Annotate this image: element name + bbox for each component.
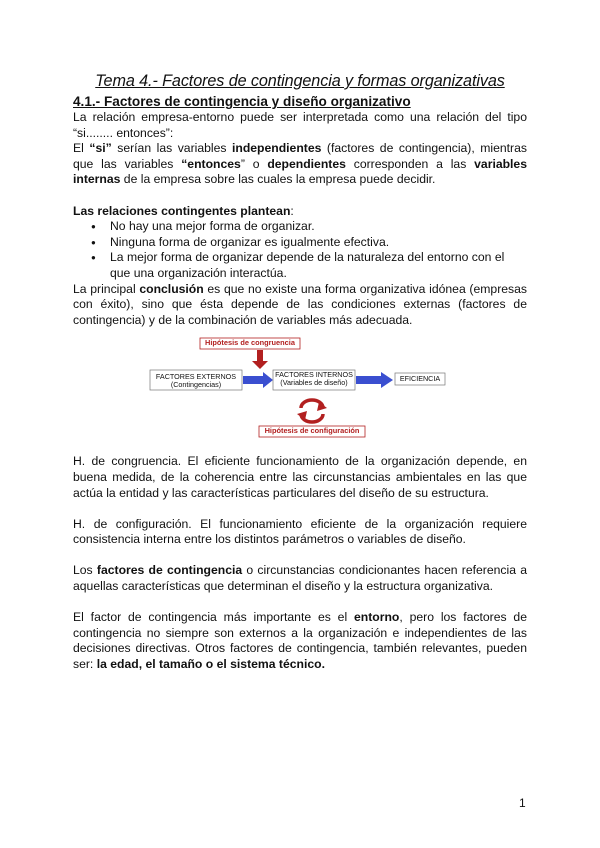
text: ” o [240, 156, 268, 171]
paragraph-environment [73, 610, 527, 672]
bold-text: dependientes [267, 156, 346, 171]
external-factors-line1: FACTORES EXTERNOS [155, 372, 237, 382]
bold-text: independientes [231, 141, 322, 156]
text: : [290, 203, 294, 218]
contingency-diagram [73, 336, 527, 454]
congruence-label: Hipótesis de congruencia [205, 338, 295, 348]
bold-text: “si” [89, 141, 112, 156]
text: El [73, 141, 90, 156]
text: (factores de contingencia), mientras que las variables [73, 141, 527, 171]
text: , pero los factores de contingencia no siempre son externos a la organización e independientes de las decisiones directivas. Otros factores de contingencia, también relevantes, pueden ser: [73, 610, 527, 672]
blue-arrow-icon [243, 372, 273, 388]
page-number: 1 [519, 796, 526, 810]
internal-factors-line1: FACTORES INTERNOS [275, 370, 353, 380]
paragraph-variables [73, 141, 527, 188]
paragraph-congruence: H. de congruencia. El eficiente funcionamiento de la organización depende, en buena medida, de la coherencia entre las circunstancias ambientales en las que actúa la entidad y las características particulares del diseño de su estructura. [73, 454, 527, 500]
list-item: ● No hay una mejor forma de organizar. [110, 219, 527, 235]
efficiency-label: EFICIENCIA [399, 374, 441, 384]
section-heading: 4.1.- Factores de contingencia y diseño organizativo [73, 94, 411, 109]
bold-text: conclusión [139, 281, 204, 296]
paragraph-conclusion [73, 282, 527, 329]
paragraph-configuration: H. de configuración. El funcionamiento eficiente de la organización requiere consistencia interna entre los distintos parámetros o variables de diseño. [73, 516, 527, 547]
list-item: ● La mejor forma de organizar depende de la naturaleza del entorno con el que una organización interactúa. [110, 250, 527, 281]
external-factors-line2: (Contingencias) [170, 380, 222, 390]
red-down-arrow-icon [252, 350, 268, 369]
bullet-list [73, 219, 527, 281]
paragraph-contingency-factors [73, 563, 527, 594]
bold-text: “entonces [181, 156, 241, 171]
bold-text: Las relaciones contingentes plantean [73, 203, 291, 218]
bold-text: entorno [354, 610, 400, 625]
text: de la empresa sobre las cuales la empresa puede decidir. [120, 172, 436, 187]
contingent-heading [73, 204, 527, 220]
paragraph-intro: La relación empresa-entorno puede ser interpretada como una relación del tipo “si........ entonces”: [73, 110, 527, 140]
internal-factors-line2: (Variables de diseño) [280, 378, 348, 388]
list-item: ● Ninguna forma de organizar es igualmente efectiva. [110, 235, 527, 251]
blue-arrow-icon [356, 372, 393, 388]
text: o circunstancias condicionantes hacen referencia a aquellas características que determinan el diseño y la estructura organizativa. [73, 563, 527, 594]
text: corresponden a las [345, 156, 475, 171]
text: serían las variables [111, 141, 232, 156]
diagram-graphics [73, 336, 527, 454]
text: El factor de contingencia más importante es el [73, 610, 354, 625]
bold-text: la edad, el tamaño o el sistema técnico. [96, 657, 325, 672]
bold-text: variables internas [73, 156, 527, 187]
document-page [73, 72, 527, 673]
text: Los [73, 563, 97, 578]
text: La principal [73, 281, 140, 296]
bold-text: factores de contingencia [96, 563, 243, 578]
text: es que no existe una forma organizativa idónea (empresas con éxito), sino que ésta depende de las condiciones externas (factores de contingencia) y de la combinación de variables más adecuada. [73, 281, 527, 327]
document-title: Tema 4.- Factores de contingencia y formas organizativas [95, 72, 505, 90]
configuration-label: Hipótesis de configuración [264, 426, 360, 436]
